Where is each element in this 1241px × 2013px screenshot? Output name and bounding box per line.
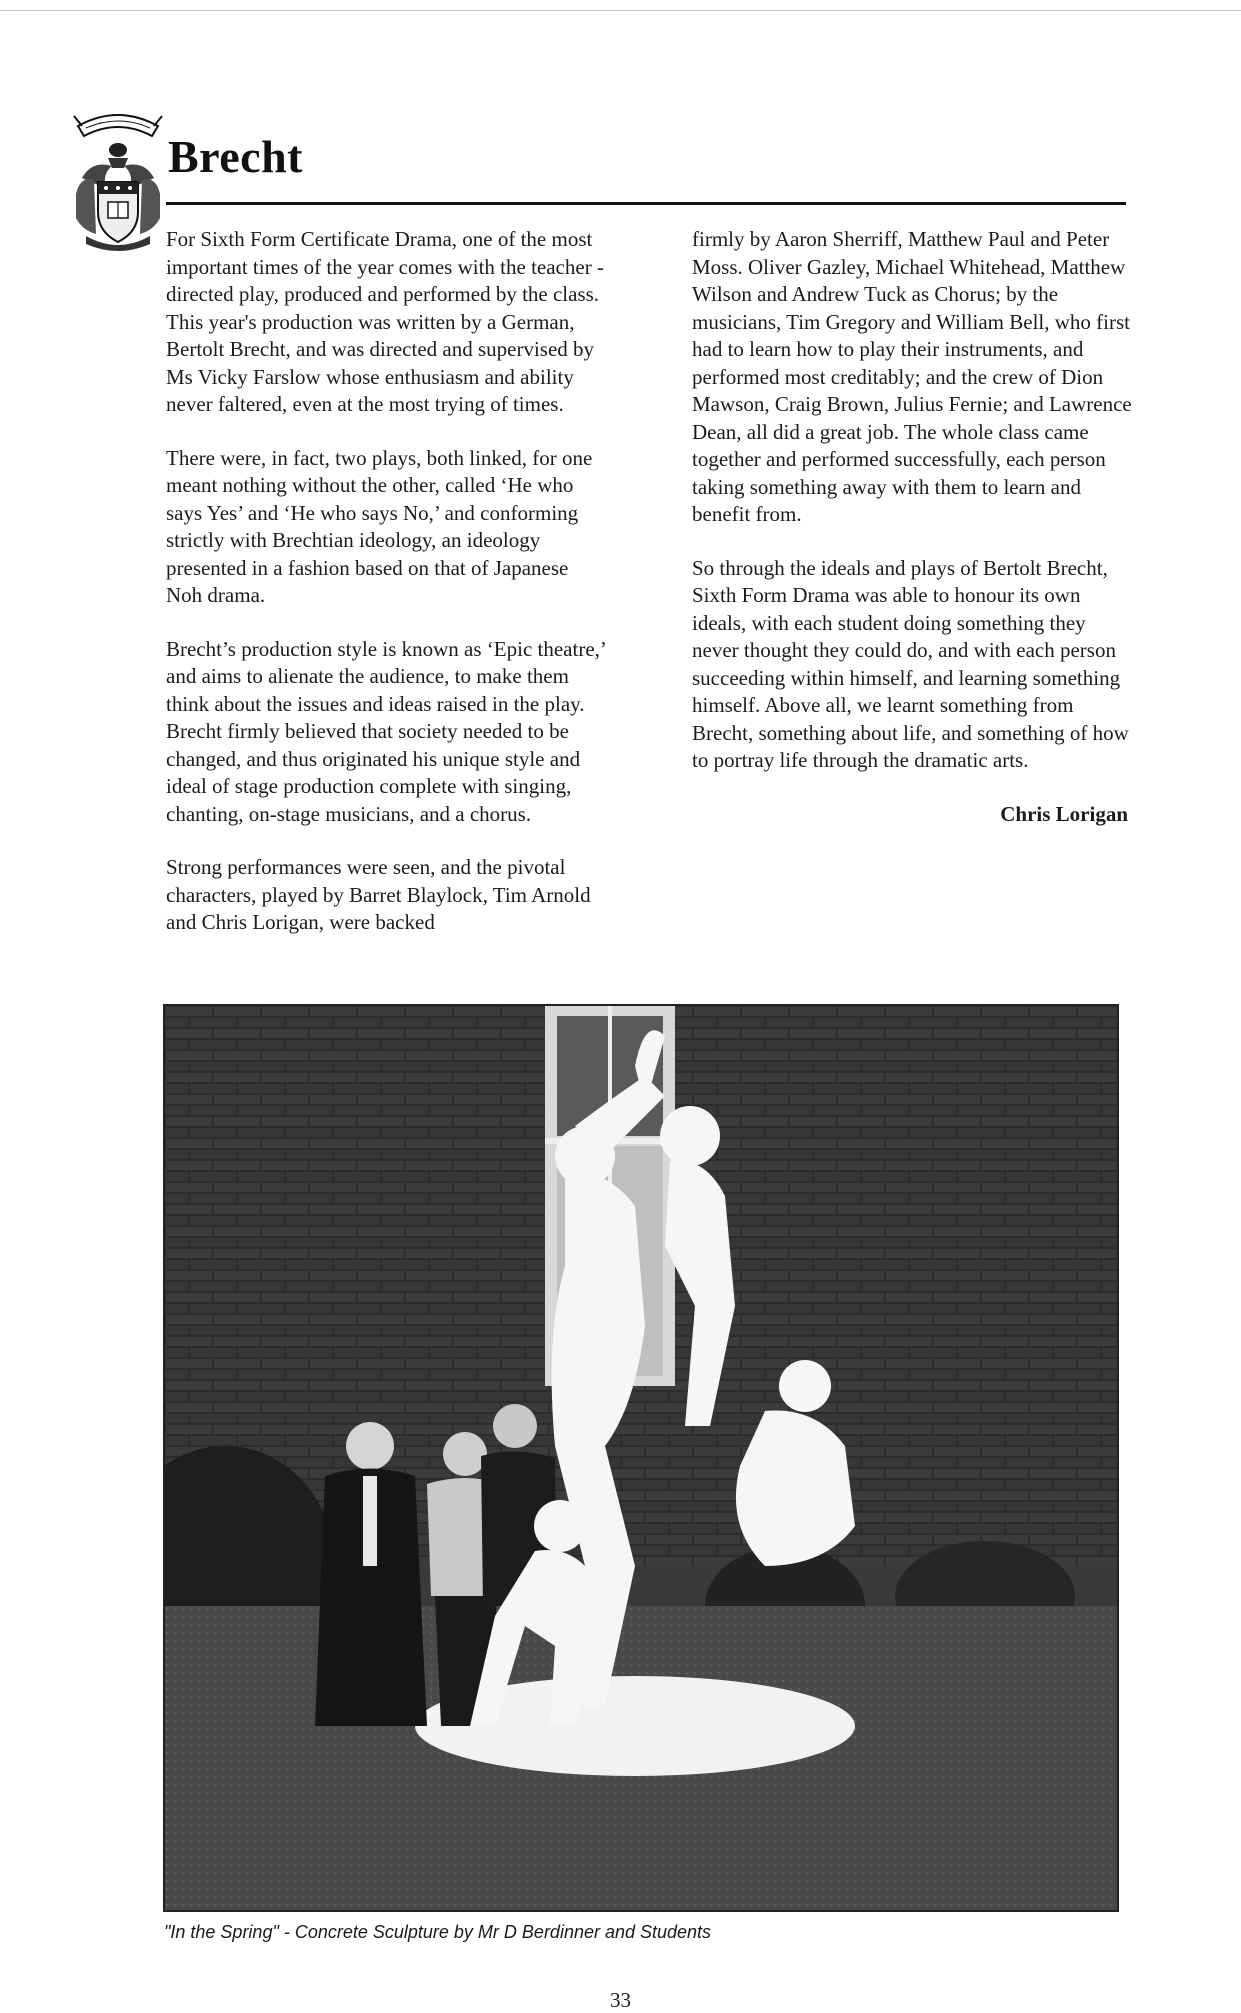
page-number: 33 (610, 1988, 631, 2012)
school-crest-icon (72, 108, 164, 258)
title-rule (166, 202, 1126, 205)
author-byline: Chris Lorigan (1000, 801, 1128, 826)
page-title: Brecht (168, 131, 304, 182)
article-left-column (166, 226, 606, 963)
sculpture-photo (163, 1004, 1119, 1912)
article-right-column (692, 226, 1132, 828)
scan-edge-line (0, 10, 1241, 11)
article-paragraph: Brecht’s production style is known as ‘Epic theatre,’ and aims to alienate the audience, to make them think about the issues and ideas raised in the play. Brecht firmly believed that society needed to be changed, and thus originated his unique style and ideal of stage production complete with singing, chanting, on-stage musicians, and a chorus. (166, 636, 606, 826)
article-paragraph: So through the ideals and plays of Bertolt Brecht, Sixth Form Drama was able to honour its own ideals, with each student doing something they never thought they could do, and with each person succeeding within himself, and learning something himself. Above all, we learnt something from Brecht, something about life, and something of how to portray life through the dramatic arts. (692, 555, 1129, 772)
article-paragraph: firmly by Aaron Sherriff, Matthew Paul and Peter Moss. Oliver Gazley, Michael Whitehead, Matthew Wilson and Andrew Tuck as Chorus; by the musicians, Tim Gregory and William Bell, who first had to learn how to play their instruments, and performed most creditably; and the crew of Dion Mawson, Craig Brown, Julius Fernie; and Lawrence Dean, all did a great job. The whole class came together and performed successfully, each person taking something away with them to learn and benefit from. (692, 227, 1132, 526)
article-paragraph: For Sixth Form Certificate Drama, one of the most important times of the year comes with the teacher - directed play, produced and performed by the class. This year's production was written by a German, Bertolt Brecht, and was directed and supervised by Ms Vicky Farslow whose enthusiasm and ability never faltered, even at the most trying of times. (166, 227, 604, 416)
article-paragraph: Strong performances were seen, and the pivotal characters, played by Barret Blaylock, Tim Arnold and Chris Lorigan, were backed (166, 855, 591, 934)
photo-caption: "In the Spring" - Concrete Sculpture by Mr D Berdinner and Students (164, 1922, 712, 1942)
article-paragraph: There were, in fact, two plays, both linked, for one meant nothing without the other, called ‘He who says Yes’ and ‘He who says No,’ and conforming strictly with Brechtian ideology, an ideology presented in a fashion based on that of Japanese Noh drama. (166, 445, 593, 607)
